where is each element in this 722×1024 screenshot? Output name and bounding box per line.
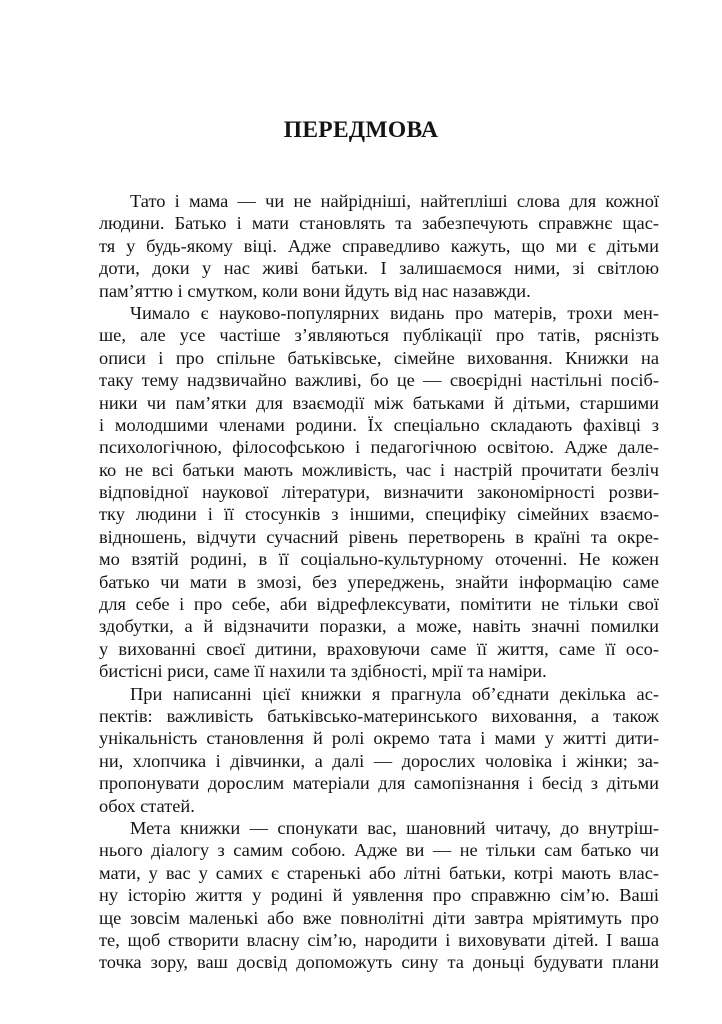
text-line: ще зовсім маленькі або вже повнолітні діти завтра мріятимуть про bbox=[99, 907, 659, 928]
text-line: людини. Батько і мати становлять та забезпечують справжнє щас- bbox=[99, 213, 659, 234]
text-line: здобутки, а й відзначити поразки, а може, навіть значні помилки bbox=[99, 616, 659, 637]
text-line: ни, хлопчика і дівчинки, а далі — дорослих чоловіка і жінки; за- bbox=[99, 750, 659, 771]
text-line: у вихованні своєї дитини, враховуючи саме її життя, саме її осо- bbox=[99, 638, 659, 659]
text-line: і молодшими членами родини. Їх спеціально складають фахівці з bbox=[99, 414, 659, 435]
body-text bbox=[99, 190, 659, 974]
text-line: батько чи мати в змозі, без упереджень, знайти інформацію саме bbox=[99, 571, 659, 592]
text-line: те, щоб створити власну сім’ю, народити і виховувати дітей. І ваша bbox=[99, 929, 659, 950]
text-line: бистісні риси, саме її нахили та здібності, мрії та наміри. bbox=[99, 661, 547, 682]
text-line: мо взятій родині, в її соціально-культурному оточенні. Не кожен bbox=[99, 549, 659, 570]
text-line: тку людини і її стосунків з іншими, специфіку сімейних взаємо- bbox=[99, 504, 659, 525]
text-line: ну історію життя у родині й уявлення про справжню сім’ю. Ваші bbox=[99, 885, 659, 906]
text-line: точка зору, ваш досвід допоможуть сину та доньці будувати плани bbox=[99, 952, 659, 973]
text-line: відповідної наукової літератури, визначити закономірності розви- bbox=[99, 482, 659, 503]
text-line: мати, у вас у самих є старенькі або літні батьки, котрі мають влас- bbox=[99, 862, 659, 883]
text-line: Тато і мама — чи не найрідніші, найтепліші слова для кожної bbox=[130, 191, 659, 211]
text-line: Чимало є науково-популярних видань про матерів, трохи мен- bbox=[130, 302, 659, 323]
text-line: ше, але усе частіше з’являються публікації про татів, ряснізть bbox=[99, 325, 659, 346]
text-line: таку тему надзвичайно важливі, бо це — своєрідні настільні посіб- bbox=[99, 370, 659, 391]
text-line: Мета книжки — спонукати вас, шановний читачу, до внутріш- bbox=[130, 817, 659, 838]
text-line: відношень, відчути сучасний рівень перетворень в країні та окре- bbox=[99, 526, 659, 547]
text-line: доти, доки у нас живі батьки. І залишаємося ними, зі світлою bbox=[99, 258, 659, 279]
page-title: ПЕРЕДМОВА bbox=[283, 117, 439, 143]
text-line: для себе і про себе, аби відрефлексувати, помітити не тільки свої bbox=[99, 594, 659, 615]
text-line: пам’яттю і смутком, коли вони йдуть від нас назавжди. bbox=[99, 280, 531, 301]
text-line: обох статей. bbox=[99, 795, 195, 816]
text-line: ко не всі батьки мають можливість, час і настрій прочитати безліч bbox=[99, 459, 659, 480]
text-line: пектів: важливість батьківсько-материнського виховання, а також bbox=[99, 705, 659, 726]
text-line: унікальність становлення й ролі окремо тата і мами у житті дити- bbox=[99, 728, 659, 749]
text-line: описи і про спільне батьківське, сімейне виховання. Книжки на bbox=[99, 347, 659, 368]
text-line: тя у будь-якому віці. Адже справедливо кажуть, що ми є дітьми bbox=[99, 235, 659, 256]
text-line: ники чи пам’ятки для взаємодії між батьками й дітьми, старшими bbox=[99, 392, 659, 413]
text-line: нього діалогу з самим собою. Адже ви — не тільки сам батько чи bbox=[99, 840, 659, 861]
text-line: пропонувати дорослим матеріали для самопізнання і бесід з дітьми bbox=[99, 773, 659, 794]
text-line: психологічною, філософською і педагогічною освітою. Адже дале- bbox=[99, 437, 659, 458]
text-line: При написанні цієї книжки я прагнула об’єднати декілька ас- bbox=[130, 683, 659, 704]
